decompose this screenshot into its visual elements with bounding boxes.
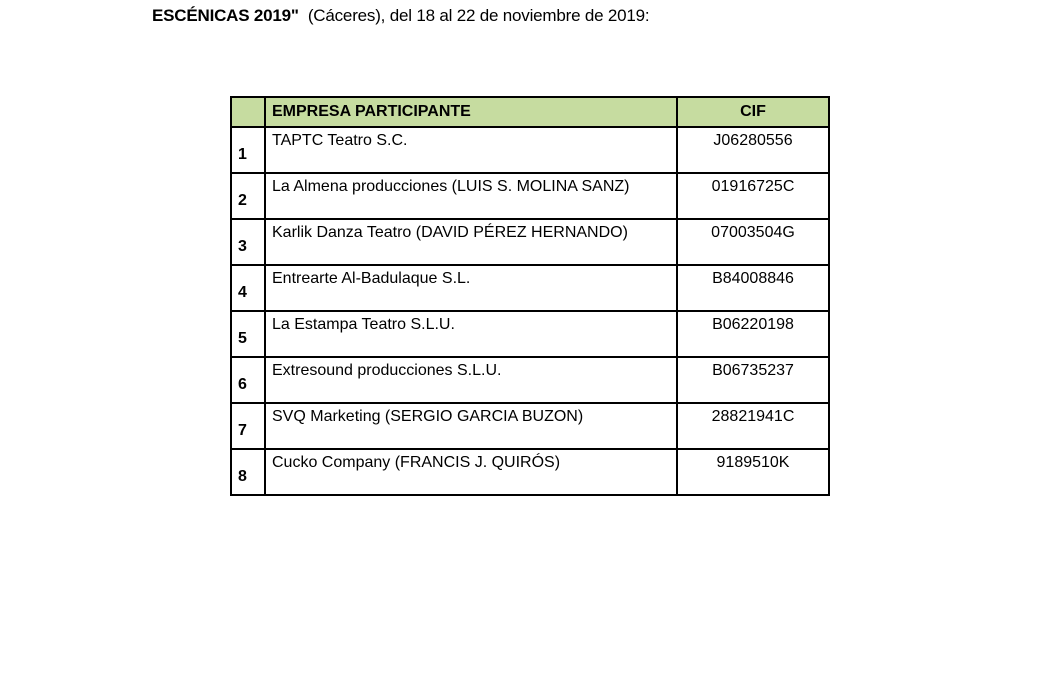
row-company: Extresound producciones S.L.U. [265,357,677,403]
row-number: 6 [231,357,265,403]
row-cif: 28821941C [677,403,829,449]
row-cif: 9189510K [677,449,829,495]
row-number: 7 [231,403,265,449]
header-cif-cell: CIF [677,97,829,127]
row-company: Karlik Danza Teatro (DAVID PÉREZ HERNANDO) [265,219,677,265]
row-cif: 01916725C [677,173,829,219]
heading-date-text: (Cáceres), del 18 al 22 de noviembre de 2019: [307,6,650,25]
document-heading [152,6,649,26]
row-cif: B84008846 [677,265,829,311]
row-cif: B06735237 [677,357,829,403]
table-row [231,265,829,311]
row-cif: J06280556 [677,127,829,173]
row-company: La Almena producciones (LUIS S. MOLINA SANZ) [265,173,677,219]
row-number: 8 [231,449,265,495]
table-row [231,357,829,403]
table-header-row [231,97,829,127]
row-number: 3 [231,219,265,265]
row-number: 2 [231,173,265,219]
row-cif: 07003504G [677,219,829,265]
row-cif: B06220198 [677,311,829,357]
row-company: TAPTC Teatro S.C. [265,127,677,173]
table-row [231,173,829,219]
row-company: Cucko Company (FRANCIS J. QUIRÓS) [265,449,677,495]
table-row [231,127,829,173]
table-row [231,403,829,449]
row-company: Entrearte Al-Badulaque S.L. [265,265,677,311]
row-company: SVQ Marketing (SERGIO GARCIA BUZON) [265,403,677,449]
table-row [231,449,829,495]
header-number-cell [231,97,265,127]
participants-table [230,96,830,496]
row-number: 5 [231,311,265,357]
header-company-cell: EMPRESA PARTICIPANTE [265,97,677,127]
row-number: 4 [231,265,265,311]
table-row [231,219,829,265]
row-company: La Estampa Teatro S.L.U. [265,311,677,357]
table-row [231,311,829,357]
row-number: 1 [231,127,265,173]
heading-bold-text: ESCÉNICAS 2019" [152,6,299,25]
